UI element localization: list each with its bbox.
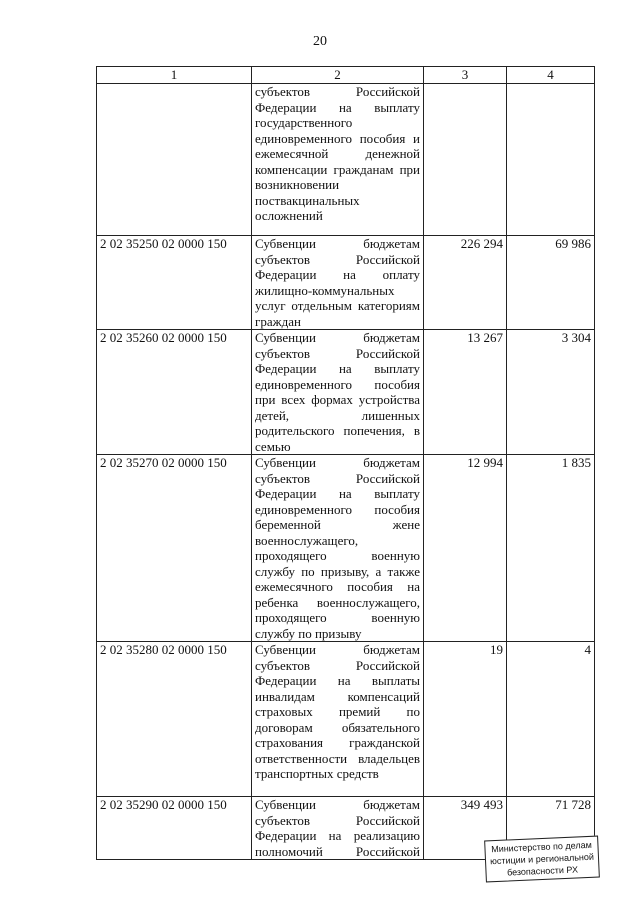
row-code bbox=[97, 84, 252, 236]
row-col3-value: 19 bbox=[424, 642, 507, 797]
row-col4-value: 4 bbox=[507, 642, 595, 797]
stamp-line: юстиции и региональной bbox=[489, 851, 595, 867]
row-code: 2 02 35260 02 0000 150 bbox=[97, 330, 252, 455]
row-description: Субвенции бюджетам субъектов Российской Федерации на выплату единовременного пособия при всех формах устройства детей, лишенных родительского попечения, в семью bbox=[252, 330, 424, 455]
row-code: 2 02 35250 02 0000 150 bbox=[97, 236, 252, 330]
stamp-line: Министерство по делам bbox=[490, 839, 592, 855]
row-description: субъектов Российской Федерации на выплату государственного единовременного пособия и ежемесячной денежной компенсации гражданам при возникновении поствакцинальных осложнений bbox=[252, 84, 424, 236]
table-row bbox=[97, 455, 595, 642]
stamp-line: безопасности РХ bbox=[506, 864, 579, 878]
row-description: Субвенции бюджетам субъектов Российской Федерации на реализацию полномочий Российской bbox=[252, 797, 424, 860]
table-row bbox=[97, 84, 595, 236]
header-col-3: 3 bbox=[424, 67, 507, 84]
row-col4-value: 71 728 bbox=[507, 797, 595, 860]
page-number: 20 bbox=[313, 34, 327, 49]
row-col3-value bbox=[424, 84, 507, 236]
row-col4-value bbox=[507, 84, 595, 236]
row-col3-value: 13 267 bbox=[424, 330, 507, 455]
row-col4-value: 1 835 bbox=[507, 455, 595, 642]
table-row bbox=[97, 236, 595, 330]
header-col-4: 4 bbox=[507, 67, 595, 84]
ministry-stamp bbox=[484, 836, 600, 883]
header-row bbox=[97, 67, 595, 84]
row-code: 2 02 35280 02 0000 150 bbox=[97, 642, 252, 797]
table-row bbox=[97, 642, 595, 797]
row-description: Субвенции бюджетам субъектов Российской Федерации на выплату единовременного пособия беременной жене военнослужащего, проходящего военную службу по призыву, а также ежемесячного пособия на ребенка военнослужащего, проходящего военную службу по призыву bbox=[252, 455, 424, 642]
row-col3-value: 12 994 bbox=[424, 455, 507, 642]
row-col4-value: 69 986 bbox=[507, 236, 595, 330]
row-description: Субвенции бюджетам субъектов Российской Федерации на выплаты инвалидам компенсаций страховых премий по договорам обязательного страхования гражданской ответственности владельцев транспортных средств bbox=[252, 642, 424, 797]
row-col4-value: 3 304 bbox=[507, 330, 595, 455]
table-row bbox=[97, 330, 595, 455]
budget-table bbox=[96, 66, 595, 860]
header-col-2: 2 bbox=[252, 67, 424, 84]
row-description: Субвенции бюджетам субъектов Российской Федерации на оплату жилищно-коммунальных услуг отдельным категориям граждан bbox=[252, 236, 424, 330]
row-code: 2 02 35270 02 0000 150 bbox=[97, 455, 252, 642]
header-col-1: 1 bbox=[97, 67, 252, 84]
row-col3-value: 349 493 bbox=[424, 797, 507, 860]
row-col3-value: 226 294 bbox=[424, 236, 507, 330]
row-code: 2 02 35290 02 0000 150 bbox=[97, 797, 252, 860]
